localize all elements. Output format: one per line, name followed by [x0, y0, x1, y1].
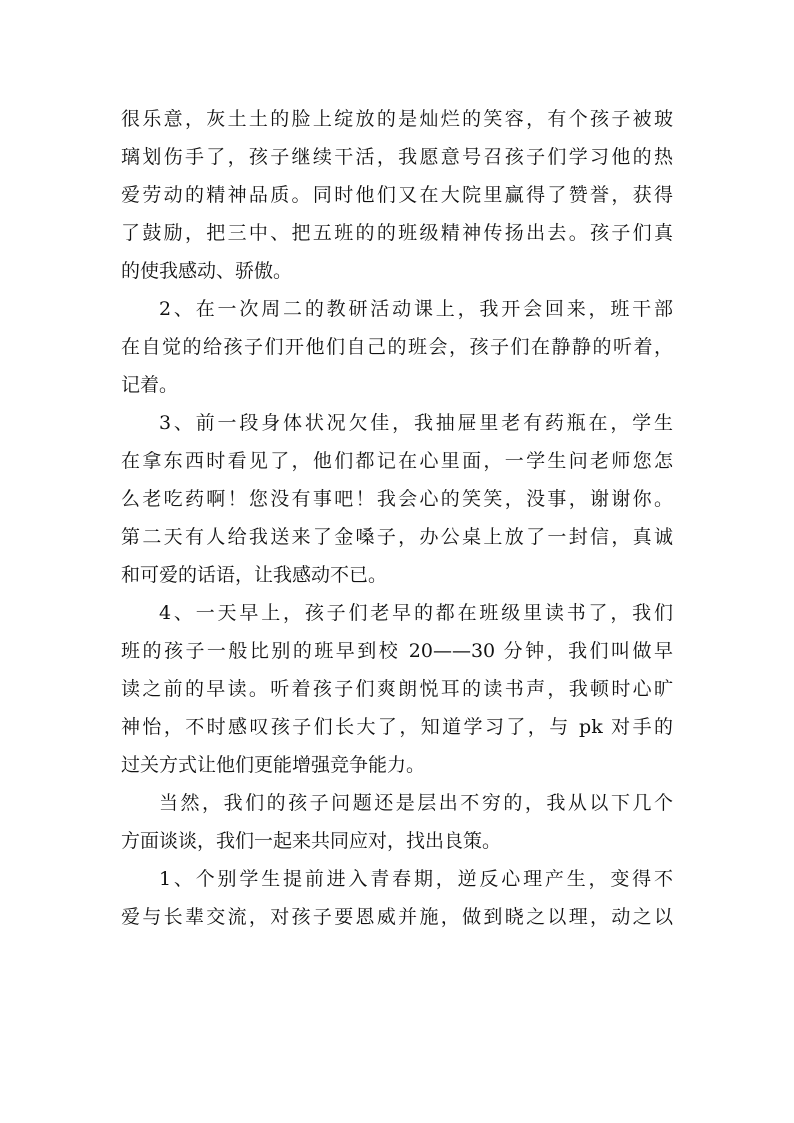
text-line: 过关方式让他们更能增强竞争能力。: [121, 754, 426, 776]
text-line: 1、个别学生提前进入青春期，逆反心理产生，变得不: [159, 868, 673, 890]
text-line: 在拿东西时看见了，他们都记在心里面，一学生问老师您怎: [121, 450, 673, 472]
text-line: 记着。: [121, 374, 179, 396]
text-line: 么老吃药啊！您没有事吧！我会心的笑笑，没事，谢谢你。: [121, 488, 673, 510]
text-line: 3、前一段身体状况欠佳，我抽屉里老有药瓶在，学生: [159, 412, 673, 434]
text-line: 神怡，不时感叹孩子们长大了，知道学习了，与 pk 对手的: [121, 716, 673, 738]
text-line: 班的孩子一般比别的班早到校 20——30 分钟，我们叫做早: [121, 640, 673, 662]
text-line: 在自觉的给孩子们开他们自己的班会，孩子们在静静的听着，: [121, 336, 673, 358]
text-line: 爱劳动的精神品质。同时他们又在大院里赢得了赞誉，获得: [121, 184, 673, 206]
text-line: 当然，我们的孩子问题还是层出不穷的，我从以下几个: [159, 792, 673, 814]
text-line: 璃划伤手了，孩子继续干活，我愿意号召孩子们学习他的热: [121, 146, 673, 168]
text-line: 了鼓励，把三中、把五班的的班级精神传扬出去。孩子们真: [121, 222, 673, 244]
text-line: 2、在一次周二的教研活动课上，我开会回来，班干部: [159, 298, 673, 320]
text-line: 爱与长辈交流，对孩子要恩威并施，做到晓之以理，动之以: [121, 906, 673, 928]
text-line: 方面谈谈，我们一起来共同应对，找出良策。: [121, 830, 502, 852]
text-line: 的使我感动、骄傲。: [121, 260, 293, 282]
text-line: 4、一天早上，孩子们老早的都在班级里读书了，我们: [159, 602, 673, 624]
text-line: 读之前的早读。听着孩子们爽朗悦耳的读书声，我顿时心旷: [121, 678, 673, 700]
document-body: [121, 100, 673, 936]
text-line: 第二天有人给我送来了金嗓子，办公桌上放了一封信，真诚: [121, 526, 673, 548]
text-line: 很乐意，灰土土的脸上绽放的是灿烂的笑容，有个孩子被玻: [121, 108, 673, 130]
text-line: 和可爱的话语，让我感动不已。: [121, 564, 388, 586]
